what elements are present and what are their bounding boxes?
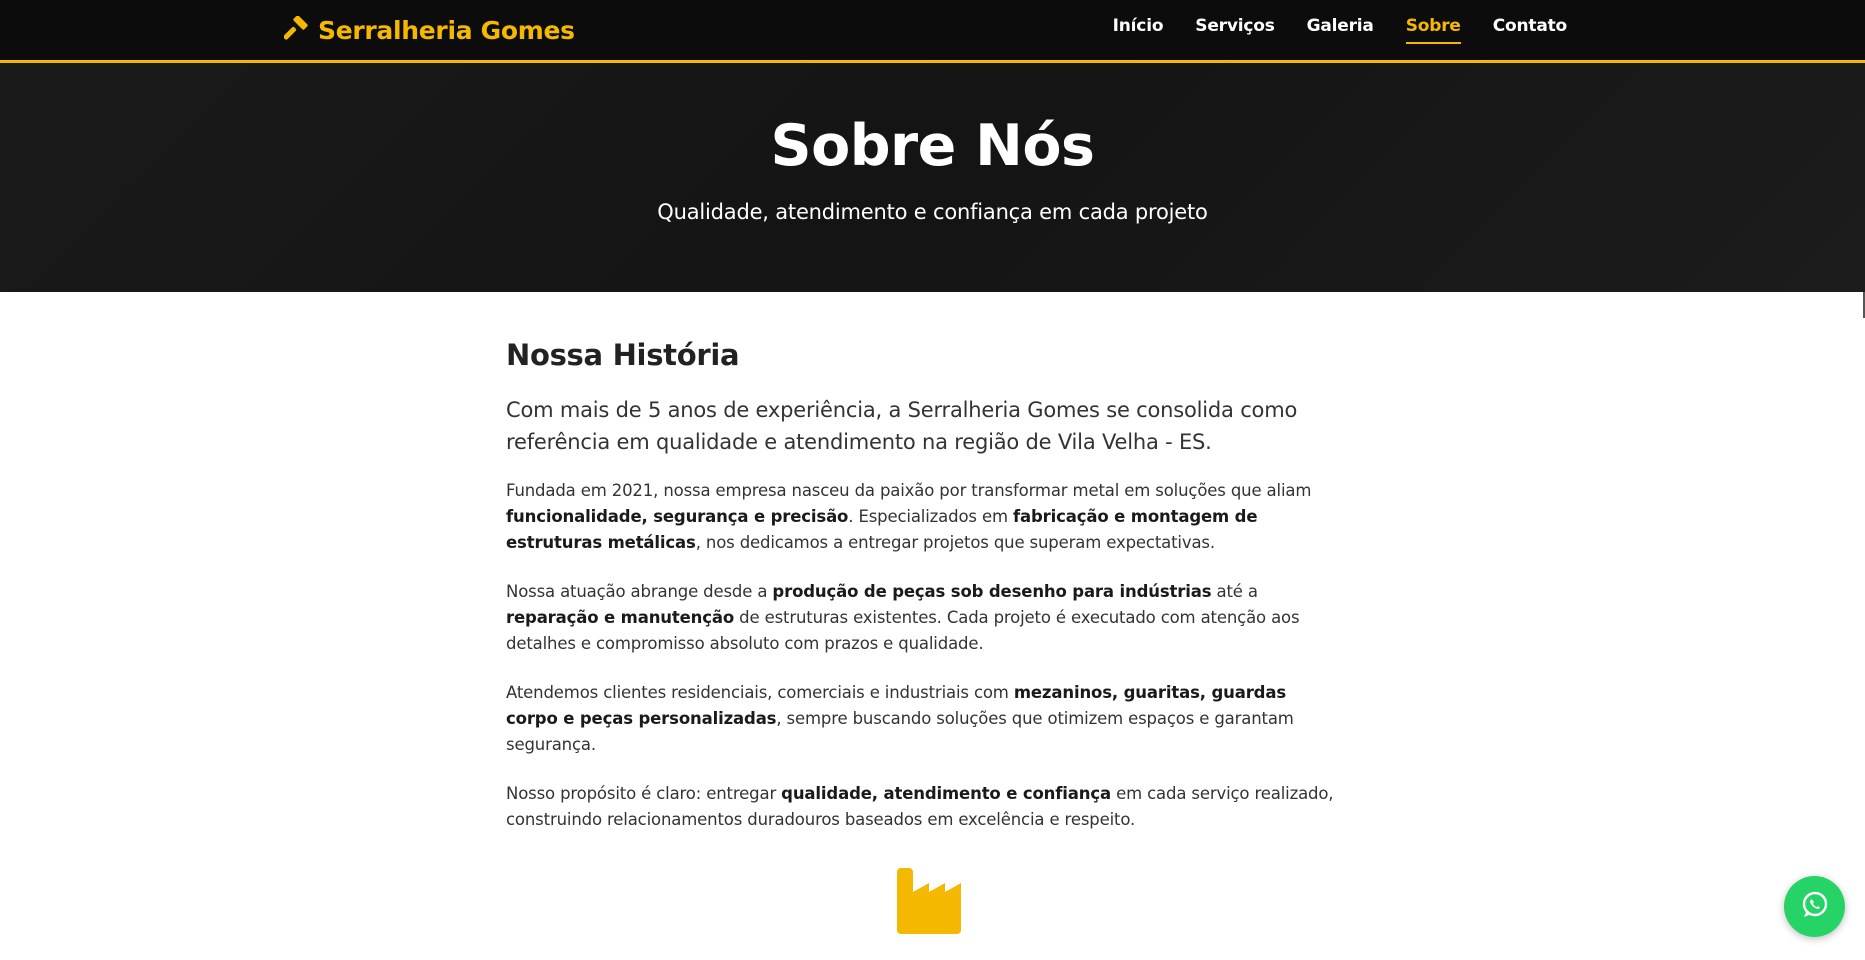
history-paragraph <box>506 478 1336 556</box>
lead-paragraph: Com mais de 5 anos de experiência, a Serralheria Gomes se consolida como referência em qualidade e atendimento na região de Vila Velha - ES. <box>506 398 1298 454</box>
bold-text: fabricação e montagem de estruturas metálicas <box>506 507 1258 552</box>
history-paragraph <box>506 579 1336 657</box>
bold-text: produção de peças sob desenho para indústrias <box>772 582 1212 601</box>
text-run: Fundada em 2021, nossa empresa nasceu da paixão por transformar metal em soluções que aliam <box>506 481 1312 500</box>
text-run: Nossa atuação abrange desde a <box>506 582 773 601</box>
nav-link-servicos[interactable]: Serviços <box>1195 16 1275 36</box>
text-run: até a <box>1211 582 1258 601</box>
bold-text: reparação e manutenção <box>506 608 735 627</box>
brand-logo-link[interactable] <box>284 13 575 47</box>
text-run: Atendemos clientes residenciais, comerciais e industriais com <box>506 683 1014 702</box>
history-paragraph <box>506 781 1336 833</box>
bold-text: qualidade, atendimento e confiança <box>781 784 1111 803</box>
nav-link-sobre[interactable]: Sobre <box>1406 16 1461 44</box>
history-section <box>506 338 1336 856</box>
bold-text: funcionalidade, segurança e precisão <box>506 507 849 526</box>
text-run: . Especializados em <box>848 507 1013 526</box>
factory-icon <box>893 866 973 942</box>
whatsapp-button[interactable] <box>1784 876 1845 937</box>
nav-link-inicio[interactable]: Início <box>1112 16 1164 36</box>
page-title: Sobre Nós <box>770 113 1095 179</box>
bold-text: mezaninos, guaritas, guardas corpo e peças personalizadas <box>506 683 1287 728</box>
page-subtitle: Qualidade, atendimento e confiança em cada projeto <box>657 200 1208 224</box>
hammer-icon <box>284 16 312 44</box>
history-paragraphs <box>506 478 1336 833</box>
brand-name: Serralheria Gomes <box>318 15 575 45</box>
nav-link-contato[interactable]: Contato <box>1492 16 1567 36</box>
text-run: Nosso propósito é claro: entregar <box>506 784 782 803</box>
hero-banner <box>0 63 1865 292</box>
navbar <box>0 0 1865 63</box>
nav-link-galeria[interactable]: Galeria <box>1306 16 1374 36</box>
text-run: , sempre buscando soluções que otimizem espaços e garantam segurança. <box>506 709 1294 754</box>
whatsapp-icon <box>1800 890 1830 924</box>
nav-menu <box>1113 16 1567 44</box>
text-run: em cada serviço realizado, construindo relacionamentos duradouros baseados em excelência e respeito. <box>506 784 1334 829</box>
section-title: Nossa História <box>506 338 740 372</box>
text-run: de estruturas existentes. Cada projeto é executado com atenção aos detalhes e compromisso absoluto com prazos e qualidade. <box>506 608 1300 653</box>
text-run: , nos dedicamos a entregar projetos que superam expectativas. <box>695 533 1215 552</box>
history-paragraph <box>506 680 1336 758</box>
